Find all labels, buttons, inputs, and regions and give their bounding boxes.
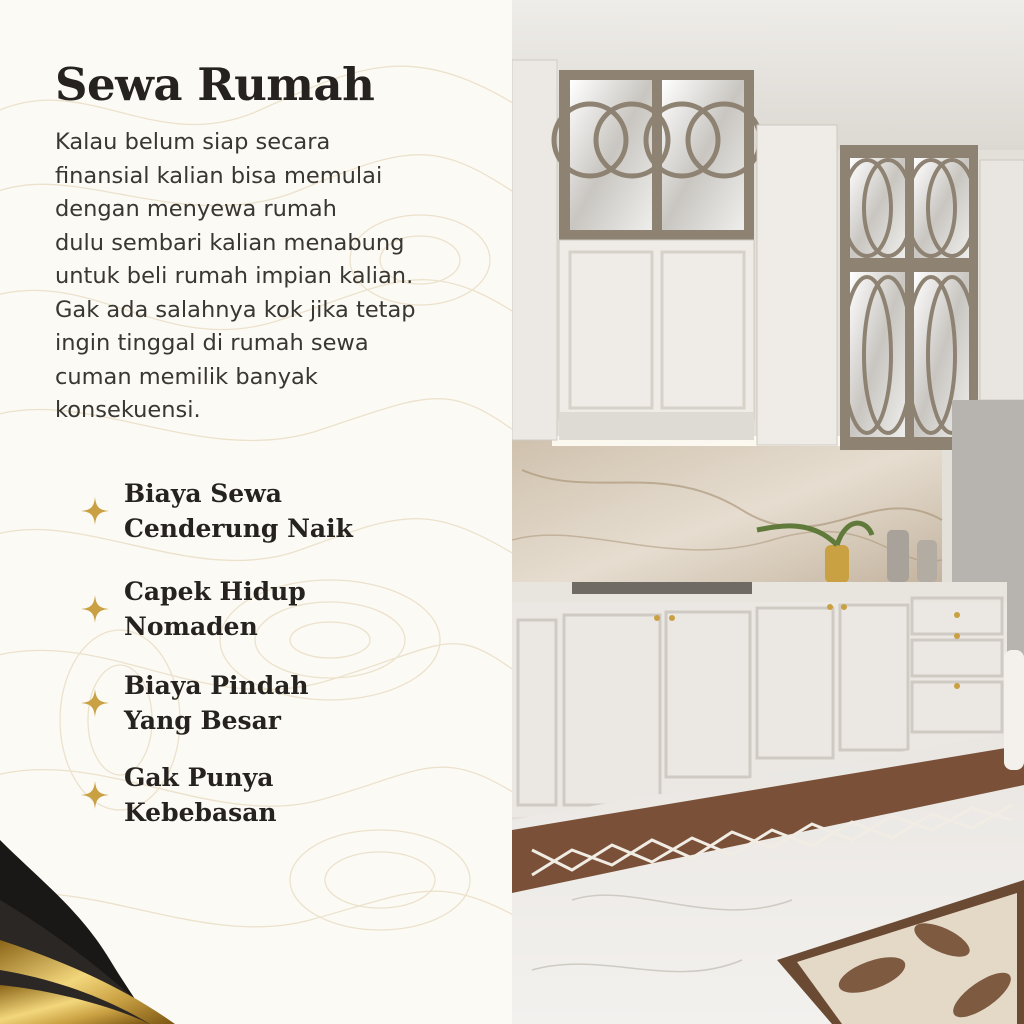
page-title: Sewa Rumah bbox=[55, 58, 375, 111]
list-item-line: Kebebasan bbox=[124, 798, 277, 827]
four-point-star-icon bbox=[80, 496, 110, 526]
list-item-line: Cenderung Naik bbox=[124, 514, 353, 543]
body-line: finansial kalian bisa memulai bbox=[55, 162, 383, 189]
body-line: untuk beli rumah impian kalian. bbox=[55, 263, 414, 289]
list-item bbox=[80, 574, 500, 654]
body-line: dulu sembari kalian menabung bbox=[55, 229, 405, 256]
body-paragraph bbox=[55, 126, 495, 428]
list-item-line: Capek Hidup bbox=[124, 577, 306, 606]
list-item-line: Biaya Pindah bbox=[124, 671, 309, 700]
list-item-label bbox=[124, 668, 309, 738]
body-line: Gak ada salahnya kok jika tetap bbox=[55, 296, 416, 323]
list-item-label bbox=[124, 476, 353, 546]
list-item-line: Nomaden bbox=[124, 612, 258, 641]
body-line: dengan menyewa rumah bbox=[55, 196, 337, 222]
kitchen-photo bbox=[512, 0, 1024, 1024]
body-line: cuman memilik banyak bbox=[55, 363, 318, 390]
body-line: konsekuensi. bbox=[55, 397, 201, 423]
list-item-line: Gak Punya bbox=[124, 763, 274, 792]
four-point-star-icon bbox=[80, 688, 110, 718]
list-item-line: Yang Besar bbox=[124, 706, 281, 735]
four-point-star-icon bbox=[80, 594, 110, 624]
kitchen-illustration bbox=[512, 0, 1024, 1024]
list-item-label bbox=[124, 574, 306, 644]
list-item bbox=[80, 668, 500, 748]
body-line: Kalau belum siap secara bbox=[55, 129, 331, 155]
list-item bbox=[80, 476, 500, 556]
gold-black-corner-swoosh bbox=[0, 820, 200, 1024]
body-line: ingin tinggal di rumah sewa bbox=[55, 330, 369, 356]
list-item-line: Biaya Sewa bbox=[124, 479, 282, 508]
four-point-star-icon bbox=[80, 780, 110, 810]
